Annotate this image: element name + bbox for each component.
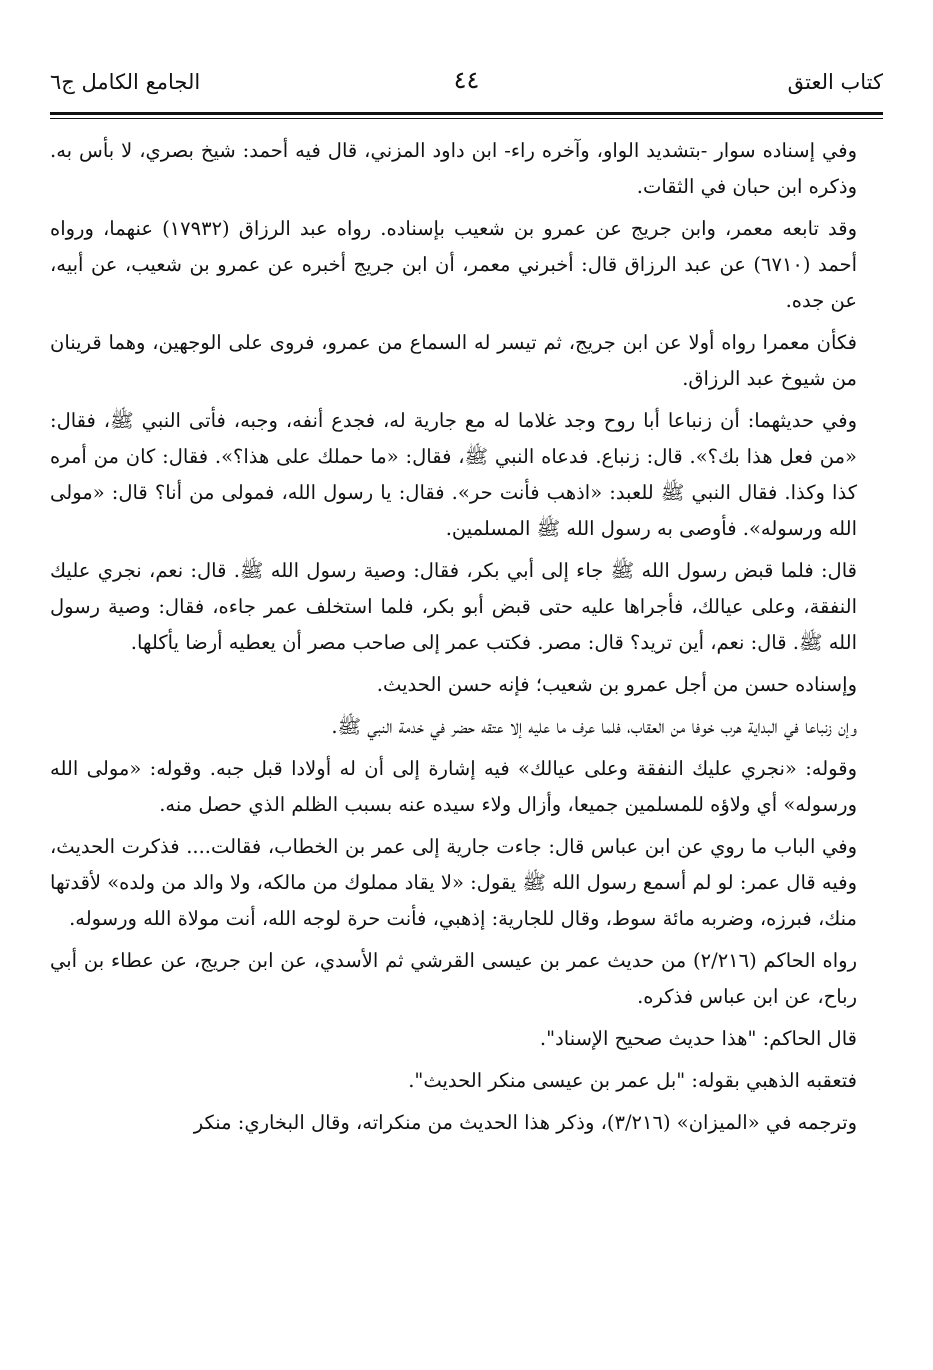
paragraph: قال: فلما قبض رسول الله ﷺ جاء إلى أبي بكر، فقال: وصية رسول الله ﷺ. قال: نعم، نجري عليك النفقة، وعلى عيالك، فأجراها عليه حتى قبض أبو بكر، فلما استخلف عمر جاءه، فقال: وصية رسول الله ﷺ. قال: نعم، أين تريد؟ قال: مصر. فكتب عمر إلى صاحب مصر أن يعطيه أرضا يأكلها. xyxy=(50,559,857,654)
paragraph: وإسناده حسن من أجل عمرو بن شعيب؛ فإنه حسن الحديث. xyxy=(376,673,857,696)
paragraph: وقوله: «نجري عليك النفقة وعلى عيالك» فيه إشارة إلى أن له أولادا قبل جبه. وقوله: «مولى الله ورسوله» أي ولاؤه للمسلمين جميعا، وأزال ولاء سيده عنه بسبب الظلم الذي حصل منه. xyxy=(50,757,857,816)
page-header xyxy=(50,60,883,110)
paragraph: وقد تابعه معمر، وابن جريج عن عمرو بن شعيب بإسناده. رواه عبد الرزاق (١٧٩٣٢) عنهما، ورواه أحمد (٦٧١٠) عن عبد الرزاق قال: أخبرني معمر، أن ابن جريج أخبره عن عمرو بن شعيب، عن أبيه، عن جده. xyxy=(50,217,857,312)
paragraph: رواه الحاكم (٢/٢١٦) من حديث عمر بن عيسى القرشي ثم الأسدي، عن ابن جريج، عن عطاء بن أبي رباح، عن ابن عباس فذكره. xyxy=(50,949,857,1008)
book-title: الجامع الكامل ج٦ xyxy=(50,70,201,94)
paragraph: وفي حديثهما: أن زنباعا أبا روح وجد غلاما له مع جارية له، فجدع أنفه، وجبه، فأتى النبي ﷺ، فقال: «من فعل هذا بك؟». قال: زنباع. فدعاه النبي ﷺ، فقال: «ما حملك على هذا؟». فقال: كان من أمره كذا وكذا. فقال النبي ﷺ للعبد: «اذهب فأنت حر». فقال: يا رسول الله، فمولى من أنا؟ قال: «مولى الله ورسوله». فأوصى به رسول الله ﷺ المسلمين. xyxy=(50,409,857,540)
page-number: ٤٤ xyxy=(453,66,480,94)
paragraph: وفي إسناده سوار -بتشديد الواو، وآخره راء- ابن داود المزني، قال فيه أحمد: شيخ بصري، لا بأس به. وذكره ابن حبان في الثقات. xyxy=(50,139,857,198)
body-text xyxy=(50,133,883,1141)
paragraph: وفي الباب ما روي عن ابن عباس قال: جاءت جارية إلى عمر بن الخطاب، فقالت.... فذكرت الحديث، وفيه قال عمر: لو لم أسمع رسول الله ﷺ يقول: «لا يقاد مملوك من مالكه، ولا والد من ولده» لأقدتها منك، فبرزه، وضربه مائة سوط، وقال للجارية: إذهبي، فأنت حرة لوجه الله، أنت مولاة الله ورسوله. xyxy=(50,835,857,930)
header-rule-thick xyxy=(50,112,883,115)
paragraph: وترجمه في «الميزان» (٣/٢١٦)، وذكر هذا الحديث من منكراته، وقال البخاري: منكر xyxy=(193,1111,857,1134)
page xyxy=(50,60,883,1350)
chapter-title: كتاب العتق xyxy=(787,70,883,94)
header-rule-thin xyxy=(50,118,883,119)
paragraph: وإن زنباعا في البداية هرب خوفا من العقاب، فلما عرف ما عليه إلا عتقه حضر في خدمة النبي ﷺ. xyxy=(331,715,857,738)
paragraph: فكأن معمرا رواه أولا عن ابن جريج، ثم تيسر له السماع من عمرو، فروى على الوجهين، وهما قرينان من شيوخ عبد الرزاق. xyxy=(50,331,857,390)
paragraph: قال الحاكم: "هذا حديث صحيح الإسناد". xyxy=(539,1027,857,1050)
paragraph: فتعقبه الذهبي بقوله: "بل عمر بن عيسى منكر الحديث". xyxy=(408,1069,857,1092)
